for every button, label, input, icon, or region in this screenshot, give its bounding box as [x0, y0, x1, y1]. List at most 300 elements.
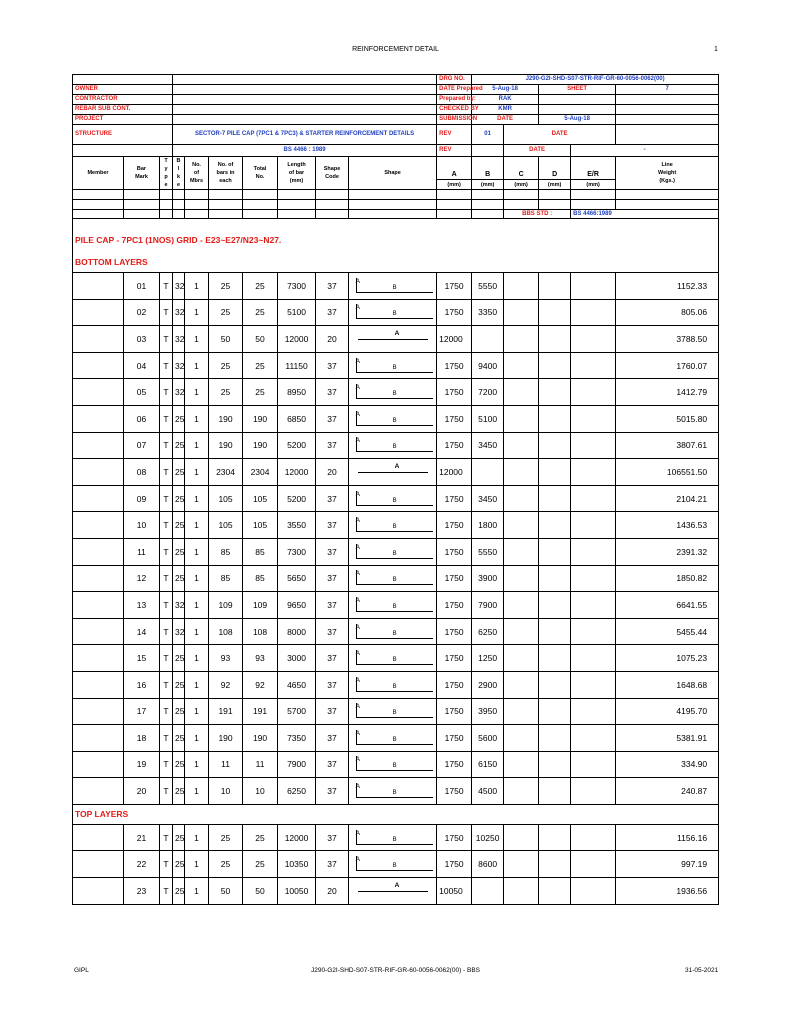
cell-member	[73, 326, 124, 353]
shape-label-b: B	[392, 630, 397, 637]
shape-label-b: B	[392, 657, 397, 664]
unit-b: (mm)	[472, 180, 504, 190]
cell-dim-d	[539, 512, 571, 539]
cell-dim-er	[571, 592, 616, 619]
cell-type: T	[160, 824, 173, 851]
cell-shape-code: 37	[316, 698, 349, 725]
cell-shape-code: 37	[316, 299, 349, 326]
shape-label-b: B	[392, 417, 397, 424]
cell-total: 108	[243, 618, 278, 645]
bar-shape-diagram	[353, 674, 433, 696]
cell-bars-each: 25	[209, 824, 243, 851]
bbs-std-value: BS 4466:1989	[571, 210, 719, 219]
shape-label-a: A	[355, 623, 360, 631]
shape-label-a: A	[355, 410, 360, 418]
cell-length: 7900	[278, 751, 316, 778]
cell-dim-c	[504, 824, 539, 851]
cell-member	[73, 698, 124, 725]
cell-dim-er	[571, 512, 616, 539]
cell-type: T	[160, 512, 173, 539]
shape-label-a: A	[355, 437, 360, 445]
cell-shape-code: 20	[316, 326, 349, 353]
cell-member	[73, 671, 124, 698]
cell-member	[73, 432, 124, 459]
cell-shape-code: 37	[316, 725, 349, 752]
date-prepared-value: 5-Aug-18	[472, 85, 539, 95]
cell-dim-b: 3900	[472, 565, 504, 592]
cell-bars-each: 50	[209, 878, 243, 905]
cell-type: T	[160, 459, 173, 486]
cell-mbrs: 1	[185, 485, 209, 512]
cell-member	[73, 352, 124, 379]
cell-line-weight: 1436.53	[616, 512, 719, 539]
shape-label-a: A	[394, 329, 400, 337]
cell-member	[73, 645, 124, 672]
cell-dim-c	[504, 512, 539, 539]
cell-dim-a: 1750	[437, 751, 472, 778]
bar-shape-diagram	[353, 780, 433, 802]
cell-shape	[349, 379, 437, 406]
cell-total: 25	[243, 273, 278, 300]
bar-shape-diagram	[353, 567, 433, 589]
cell-dim-d	[539, 592, 571, 619]
cell-dim-c	[504, 459, 539, 486]
cell-dim-a: 1750	[437, 352, 472, 379]
cell-length: 10050	[278, 878, 316, 905]
cell-bars-each: 25	[209, 379, 243, 406]
cell-bar-mark: 05	[124, 379, 160, 406]
cell-length: 5200	[278, 485, 316, 512]
cell-dim-b: 8600	[472, 851, 504, 878]
col-c: C	[504, 157, 539, 180]
cell-shape	[349, 432, 437, 459]
cell-dim-a: 1750	[437, 538, 472, 565]
cell-bars-each: 10	[209, 778, 243, 805]
cell-shape-code: 37	[316, 432, 349, 459]
cell-length: 5650	[278, 565, 316, 592]
cell-member	[73, 538, 124, 565]
cell-dia: 25	[173, 512, 185, 539]
cell-dim-er	[571, 432, 616, 459]
cell-shape	[349, 273, 437, 300]
cell-dim-b: 7900	[472, 592, 504, 619]
cell-mbrs: 1	[185, 618, 209, 645]
cell-dim-b: 7200	[472, 379, 504, 406]
col-shape: Shape	[349, 157, 437, 190]
owner-label: OWNER	[73, 85, 173, 95]
cell-dim-a: 1750	[437, 725, 472, 752]
cell-bar-mark: 03	[124, 326, 160, 353]
col-shape-code: Shape Code	[316, 157, 349, 190]
cell-total: 190	[243, 725, 278, 752]
shape-label-a: A	[355, 490, 360, 498]
shape-label-a: A	[355, 756, 360, 764]
cell-dim-a: 12000	[437, 326, 472, 353]
col-type: T y p e	[160, 157, 173, 190]
bar-shape-diagram	[353, 827, 433, 849]
cell-dim-d	[539, 698, 571, 725]
cell-dim-d	[539, 725, 571, 752]
cell-total: 191	[243, 698, 278, 725]
cell-bars-each: 11	[209, 751, 243, 778]
rev2-label: REV	[437, 145, 472, 157]
cell-dim-a: 1750	[437, 618, 472, 645]
cell-total: 93	[243, 645, 278, 672]
cell-bars-each: 25	[209, 851, 243, 878]
cell-dia: 25	[173, 878, 185, 905]
shape-label-a: A	[355, 277, 360, 285]
cell-bar-mark: 12	[124, 565, 160, 592]
shape-label-a: A	[394, 881, 400, 889]
cell-length: 7300	[278, 273, 316, 300]
cell-shape	[349, 512, 437, 539]
cell-type: T	[160, 778, 173, 805]
cell-dim-c	[504, 851, 539, 878]
shape-label-b: B	[392, 736, 397, 743]
cell-dia: 25	[173, 751, 185, 778]
cell-length: 4650	[278, 671, 316, 698]
table-row	[73, 352, 719, 379]
cell-dim-a: 1750	[437, 432, 472, 459]
cell-total: 190	[243, 432, 278, 459]
cell-dim-d	[539, 326, 571, 353]
shape-label-b: B	[392, 863, 397, 870]
table-row	[73, 538, 719, 565]
cell-dim-a: 1750	[437, 565, 472, 592]
cell-dim-er	[571, 485, 616, 512]
cell-mbrs: 1	[185, 432, 209, 459]
submission-date-value: 5-Aug-18	[539, 115, 616, 125]
cell-dim-er	[571, 698, 616, 725]
cell-type: T	[160, 352, 173, 379]
table-row	[73, 671, 719, 698]
cell-dia: 25	[173, 671, 185, 698]
page-header: REINFORCEMENT DETAIL	[352, 46, 439, 53]
cell-line-weight: 4195.70	[616, 698, 719, 725]
cell-line-weight: 1075.23	[616, 645, 719, 672]
cell-mbrs: 1	[185, 592, 209, 619]
cell-dim-d	[539, 645, 571, 672]
cell-dim-er	[571, 618, 616, 645]
cell-dim-b: 3950	[472, 698, 504, 725]
cell-length: 5700	[278, 698, 316, 725]
table-row	[73, 565, 719, 592]
cell-dim-c	[504, 326, 539, 353]
cell-type: T	[160, 299, 173, 326]
cell-member	[73, 379, 124, 406]
cell-dim-d	[539, 824, 571, 851]
rev1-value: 01	[472, 125, 504, 145]
cell-dim-b: 1800	[472, 512, 504, 539]
sheet-label: SHEET	[539, 85, 616, 95]
cell-line-weight: 2104.21	[616, 485, 719, 512]
table-row	[73, 512, 719, 539]
bar-shape-diagram	[353, 488, 433, 510]
cell-shape	[349, 725, 437, 752]
shape-label-b: B	[392, 311, 397, 318]
cell-shape	[349, 326, 437, 353]
hdr-blank	[73, 75, 173, 85]
shape-label-a: A	[355, 517, 360, 525]
cell-total: 2304	[243, 459, 278, 486]
cell-shape	[349, 851, 437, 878]
table-row	[73, 432, 719, 459]
cell-member	[73, 592, 124, 619]
table-row	[73, 778, 719, 805]
cell-bar-mark: 01	[124, 273, 160, 300]
cell-type: T	[160, 405, 173, 432]
cell-dim-d	[539, 618, 571, 645]
cell-mbrs: 1	[185, 565, 209, 592]
cell-line-weight: 2391.32	[616, 538, 719, 565]
cell-mbrs: 1	[185, 379, 209, 406]
pile-cap-title: PILE CAP - 7PC1 (1NOS) GRID - E23~E27/N23~N27.	[73, 227, 719, 253]
shape-label-b: B	[392, 444, 397, 451]
cell-mbrs: 1	[185, 671, 209, 698]
cell-dim-d	[539, 878, 571, 905]
shape-label-a: A	[355, 783, 360, 791]
cell-dim-a: 1750	[437, 405, 472, 432]
cell-bars-each: 50	[209, 326, 243, 353]
cell-dim-er	[571, 778, 616, 805]
cell-mbrs: 1	[185, 326, 209, 353]
shape-label-a: A	[355, 304, 360, 312]
table-row	[73, 878, 719, 905]
cell-shape-code: 37	[316, 379, 349, 406]
cell-shape	[349, 485, 437, 512]
cell-length: 11150	[278, 352, 316, 379]
cell-dim-c	[504, 432, 539, 459]
cell-dim-d	[539, 485, 571, 512]
cell-dim-a: 10050	[437, 878, 472, 905]
shape-label-b: B	[392, 391, 397, 398]
cell-member	[73, 459, 124, 486]
cell-total: 25	[243, 299, 278, 326]
cell-bar-mark: 14	[124, 618, 160, 645]
cell-total: 25	[243, 379, 278, 406]
cell-dia: 25	[173, 824, 185, 851]
bar-shape-diagram	[353, 853, 433, 875]
shape-label-b: B	[392, 524, 397, 531]
bar-shape-diagram	[353, 541, 433, 563]
cell-mbrs: 1	[185, 645, 209, 672]
cell-member	[73, 299, 124, 326]
cell-dim-b: 5550	[472, 273, 504, 300]
table-row	[73, 405, 719, 432]
cell-line-weight: 5381.91	[616, 725, 719, 752]
cell-dim-er	[571, 751, 616, 778]
col-b: B	[472, 157, 504, 180]
table-row	[73, 326, 719, 353]
standard-value: BS 4466 : 1989	[173, 145, 437, 157]
cell-mbrs: 1	[185, 405, 209, 432]
cell-mbrs: 1	[185, 851, 209, 878]
cell-bar-mark: 04	[124, 352, 160, 379]
table-row	[73, 645, 719, 672]
bar-shape-diagram	[353, 514, 433, 536]
cell-length: 5200	[278, 432, 316, 459]
cell-dim-d	[539, 459, 571, 486]
cell-dim-d	[539, 778, 571, 805]
cell-dia: 25	[173, 725, 185, 752]
cell-dim-c	[504, 352, 539, 379]
cell-shape-code: 37	[316, 538, 349, 565]
cell-line-weight: 1152.33	[616, 273, 719, 300]
cell-mbrs: 1	[185, 878, 209, 905]
cell-shape-code: 37	[316, 405, 349, 432]
cell-dia: 32	[173, 299, 185, 326]
cell-total: 105	[243, 485, 278, 512]
cell-dia: 25	[173, 485, 185, 512]
cell-bar-mark: 07	[124, 432, 160, 459]
cell-dim-b: 1250	[472, 645, 504, 672]
cell-member	[73, 824, 124, 851]
cell-dim-er	[571, 352, 616, 379]
cell-dim-er	[571, 824, 616, 851]
table-row	[73, 592, 719, 619]
cell-dim-d	[539, 352, 571, 379]
submission-label: SUBMISSION	[437, 115, 472, 125]
cell-bars-each: 93	[209, 645, 243, 672]
cell-dia: 25	[173, 851, 185, 878]
cell-shape	[349, 565, 437, 592]
cell-dim-c	[504, 725, 539, 752]
cell-dim-d	[539, 851, 571, 878]
col-bars-each: No. of bars in each	[209, 157, 243, 190]
cell-line-weight: 1850.82	[616, 565, 719, 592]
cell-dim-b	[472, 878, 504, 905]
cell-total: 11	[243, 751, 278, 778]
cell-dia: 25	[173, 698, 185, 725]
cell-shape-code: 37	[316, 851, 349, 878]
cell-dim-c	[504, 878, 539, 905]
col-blk: B l k e	[173, 157, 185, 190]
shape-label-b: B	[392, 497, 397, 504]
cell-mbrs: 1	[185, 698, 209, 725]
cell-dia: 32	[173, 592, 185, 619]
table-row	[73, 379, 719, 406]
cell-mbrs: 1	[185, 299, 209, 326]
cell-bars-each: 108	[209, 618, 243, 645]
cell-bar-mark: 20	[124, 778, 160, 805]
cell-mbrs: 1	[185, 824, 209, 851]
cell-type: T	[160, 379, 173, 406]
cell-shape	[349, 459, 437, 486]
cell-dim-c	[504, 565, 539, 592]
cell-shape	[349, 405, 437, 432]
bbs-std-label: BBS STD :	[504, 210, 571, 219]
cell-shape-code: 37	[316, 592, 349, 619]
cell-shape-code: 37	[316, 751, 349, 778]
cell-total: 105	[243, 512, 278, 539]
cell-dia: 25	[173, 645, 185, 672]
cell-type: T	[160, 565, 173, 592]
cell-length: 3000	[278, 645, 316, 672]
cell-member	[73, 485, 124, 512]
cell-dim-c	[504, 405, 539, 432]
cell-dia: 25	[173, 432, 185, 459]
cell-bars-each: 190	[209, 432, 243, 459]
cell-bar-mark: 11	[124, 538, 160, 565]
cell-bar-mark: 09	[124, 485, 160, 512]
cell-bars-each: 85	[209, 538, 243, 565]
cell-dim-a: 1750	[437, 379, 472, 406]
cell-bar-mark: 23	[124, 878, 160, 905]
project-label: PROJECT	[73, 115, 173, 125]
cell-shape-code: 20	[316, 878, 349, 905]
footer-company: GIPL	[74, 967, 89, 974]
cell-dim-c	[504, 485, 539, 512]
cell-type: T	[160, 645, 173, 672]
cell-member	[73, 273, 124, 300]
cell-shape-code: 37	[316, 512, 349, 539]
unit-er: (mm)	[571, 180, 616, 190]
cell-length: 3550	[278, 512, 316, 539]
cell-line-weight: 1760.07	[616, 352, 719, 379]
col-bar-mark: Bar Mark	[124, 157, 160, 190]
cell-type: T	[160, 725, 173, 752]
shape-label-a: A	[355, 357, 360, 365]
unit-d: (mm)	[539, 180, 571, 190]
top-layers-body	[73, 824, 719, 904]
shape-label-b: B	[392, 683, 397, 690]
cell-line-weight: 805.06	[616, 299, 719, 326]
cell-total: 50	[243, 878, 278, 905]
bar-shape-diagram	[353, 328, 433, 350]
bar-shape-diagram	[353, 700, 433, 722]
shape-label-b: B	[392, 790, 397, 797]
prepared-by-label: Prepared by:	[437, 95, 472, 105]
col-d: D	[539, 157, 571, 180]
shape-label-a: A	[355, 676, 360, 684]
table-row	[73, 618, 719, 645]
col-length: Length of bar (mm)	[278, 157, 316, 190]
shape-label-a: A	[355, 729, 360, 737]
cell-dim-a: 1750	[437, 273, 472, 300]
col-member: Member	[73, 157, 124, 190]
cell-line-weight: 334.90	[616, 751, 719, 778]
cell-shape	[349, 538, 437, 565]
shape-label-a: A	[355, 703, 360, 711]
cell-dim-a: 1750	[437, 512, 472, 539]
cell-total: 10	[243, 778, 278, 805]
bar-shape-diagram	[353, 275, 433, 297]
cell-dim-c	[504, 618, 539, 645]
cell-dim-b: 3450	[472, 485, 504, 512]
col-er: E/R	[571, 157, 616, 180]
cell-length: 8000	[278, 618, 316, 645]
cell-dim-a: 1750	[437, 698, 472, 725]
cell-length: 5100	[278, 299, 316, 326]
cell-bars-each: 105	[209, 512, 243, 539]
rev1-label: REV	[437, 125, 472, 145]
cell-bars-each: 190	[209, 725, 243, 752]
cell-shape	[349, 352, 437, 379]
cell-type: T	[160, 751, 173, 778]
cell-type: T	[160, 851, 173, 878]
bar-shape-diagram	[353, 880, 433, 902]
shape-label-a: A	[355, 596, 360, 604]
top-layers-heading: TOP LAYERS	[73, 804, 719, 824]
cell-type: T	[160, 485, 173, 512]
cell-mbrs: 1	[185, 725, 209, 752]
structure-value: SECTOR-7 PILE CAP (7PC1 & 7PC3) & STARTER REINFORCEMENT DETAILS	[173, 125, 437, 145]
cell-bars-each: 92	[209, 671, 243, 698]
bar-shape-diagram	[353, 594, 433, 616]
cell-dim-a: 1750	[437, 824, 472, 851]
structure-label: STRUCTURE	[73, 125, 173, 145]
date-prepared-label: DATE Prepared	[437, 85, 472, 95]
